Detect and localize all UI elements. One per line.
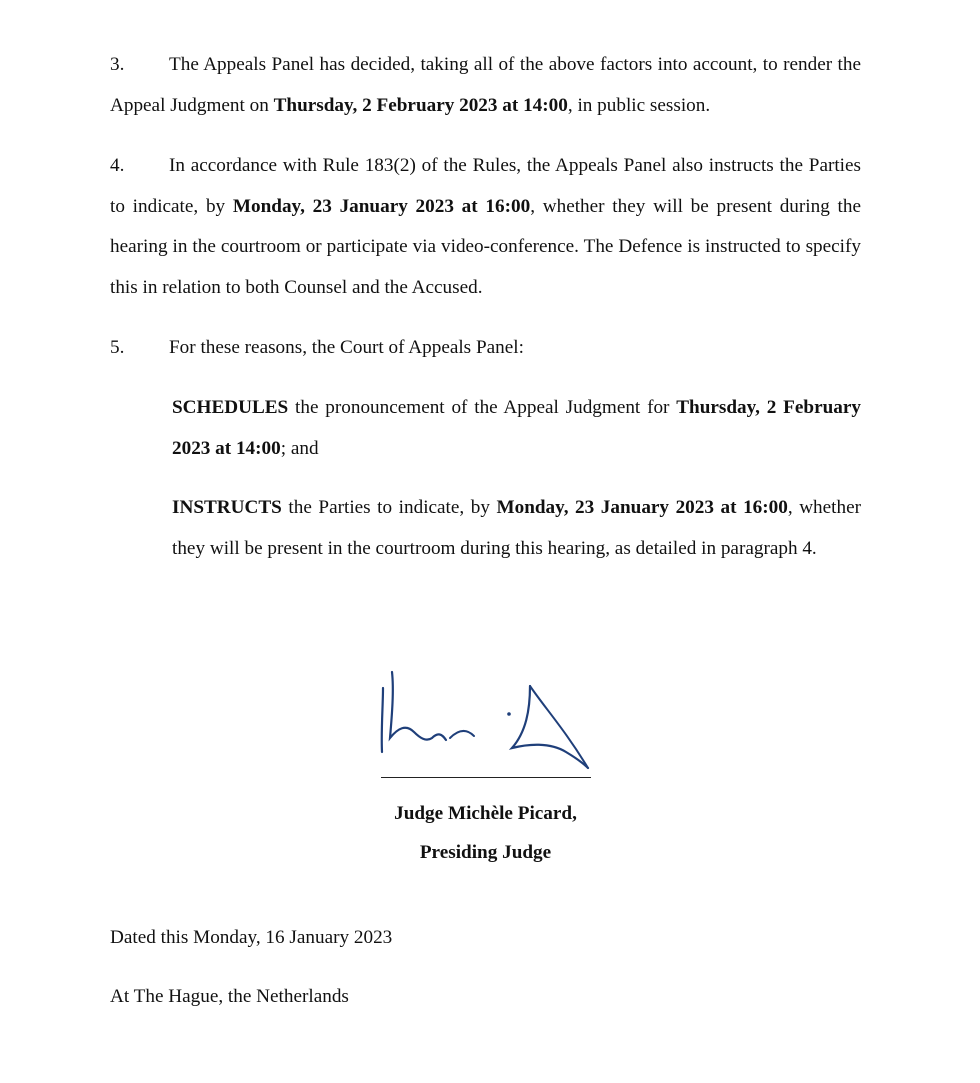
disposition-keyword: INSTRUCTS — [172, 497, 282, 518]
paragraph-3 — [110, 45, 861, 126]
disposition-text: ; and — [280, 437, 319, 459]
paragraph-number: 3. — [110, 54, 125, 75]
paragraph-4 — [110, 146, 861, 308]
bold-date: Monday, 23 January 2023 at 16:00 — [496, 497, 788, 518]
paragraph-text: For these reasons, the Court of Appeals Panel: — [169, 337, 524, 358]
disposition-schedules — [172, 388, 861, 469]
bold-date: Monday, 23 January 2023 at 16:00 — [232, 195, 531, 217]
disposition-text: , whether they will be present in the courtroom during this hearing, as detailed in paragraph 4. — [172, 497, 861, 559]
paragraph-number: 5. — [110, 337, 125, 358]
disposition-text: the pronouncement of the Appeal Judgment for — [288, 397, 677, 418]
disposition-instructs — [172, 488, 861, 569]
disposition-keyword: SCHEDULES — [172, 397, 289, 418]
place-line: At The Hague, the Netherlands — [110, 986, 349, 1007]
paragraph-5 — [110, 328, 861, 369]
bold-date: Thursday, 2 February 2023 at 14:00 — [172, 397, 861, 459]
judge-name: Judge Michèle Picard, — [394, 803, 577, 824]
paragraph-number: 4. — [110, 155, 125, 176]
signature-line — [381, 777, 591, 778]
paragraph-text: The Appeals Panel has decided, taking all of the above factors into account, to render the Appeal Judgment on — [110, 54, 861, 116]
date-line: Dated this Monday, 16 January 2023 — [110, 927, 393, 948]
paragraph-text: , in public session. — [567, 94, 711, 116]
disposition-text: the Parties to indicate, by — [281, 497, 497, 518]
paragraph-text: , whether they will be present during the hearing in the courtroom or participate via video-conference. The Defence is instructed to specify this in relation to both Counsel and the Accused. — [110, 195, 861, 298]
handwritten-signature — [370, 660, 600, 780]
bold-date: Thursday, 2 February 2023 at 14:00 — [273, 94, 568, 116]
judge-title: Presiding Judge — [419, 842, 552, 863]
paragraph-text: In accordance with Rule 183(2) of the Rules, the Appeals Panel also instructs the Parties to indicate, by — [110, 155, 861, 217]
